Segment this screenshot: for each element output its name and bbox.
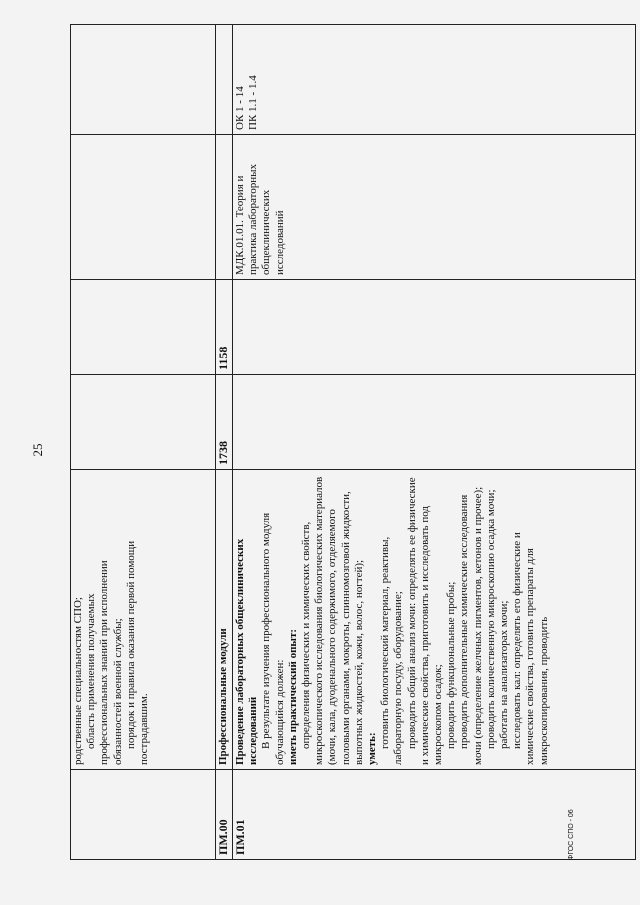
skill-item: проводить количественную микроскопию осадка мочи;	[484, 489, 497, 749]
text-line: пострадавшим.	[138, 693, 151, 765]
module-code: ПМ.01	[233, 770, 636, 860]
text-line: порядок и правила оказания первой помощи	[124, 540, 137, 749]
hours: 1158	[216, 280, 233, 375]
competency: ОК 1 - 14	[234, 86, 246, 130]
experience-text: определения физических и химических свойств, микроскопического исследования биологических материалов (мочи, кала, дуоденального содержимого, отделяемого половыми органами, мокроты, спинномозговой жидкости, выпотных жидкостей, кожи, волос, ногтей);	[300, 476, 365, 765]
competency: ПК 1.1 - 1.4	[247, 75, 260, 130]
skill-item: работать на анализаторах мочи;	[498, 600, 511, 749]
text-line: область применения получаемых	[85, 593, 98, 749]
table-row	[216, 25, 233, 860]
module-title: Профессиональные модули	[216, 470, 233, 770]
skill-item: готовить биологический материал, реактивы, лабораторную посуду, оборудование;	[379, 536, 405, 765]
footer-label: ФГОС СПО - 06	[568, 809, 575, 860]
page-number: 25	[30, 443, 45, 457]
skill-item: исследовать кал: определять его физические и химические свойства, готовить препараты для микроскопирования, проводить	[511, 532, 550, 765]
experience-label: иметь практический опыт:	[286, 628, 299, 765]
text-line: обязанностей военной службы;	[111, 618, 124, 765]
text-line: профессиональных знаний при исполнении	[98, 560, 111, 765]
skill-item: проводить общий анализ мочи: определять ее физические и химические свойства, приготовить и исследовать под микроскопом осадок;	[405, 477, 445, 765]
skill-item: проводить дополнительные химические исследования мочи (определение желчных пигментов, кетонов и прочее);	[458, 486, 484, 765]
description-cell	[71, 470, 216, 770]
table-row	[233, 25, 636, 860]
rotated-page	[30, 25, 610, 860]
total-hours: 1738	[216, 375, 233, 470]
module-code: ПМ.00	[216, 770, 233, 860]
table-row	[71, 25, 216, 860]
code-cell	[71, 770, 216, 860]
competencies-cell	[233, 25, 636, 135]
skill-item: проводить функциональные пробы;	[445, 581, 458, 749]
mdk-cell: МДК.01.01. Теория и практика лабораторных общеклинических исследований	[233, 135, 636, 280]
description-cell	[233, 470, 636, 770]
text-line: родственные специальностям СПО;	[72, 597, 84, 765]
curriculum-table	[70, 24, 636, 860]
skills-label: уметь:	[366, 732, 379, 765]
intro-text: В результате изучения профессионального модуля обучающийся должен:	[260, 512, 286, 765]
module-title: Проведение лабораторных общеклинических исследований	[234, 538, 260, 765]
